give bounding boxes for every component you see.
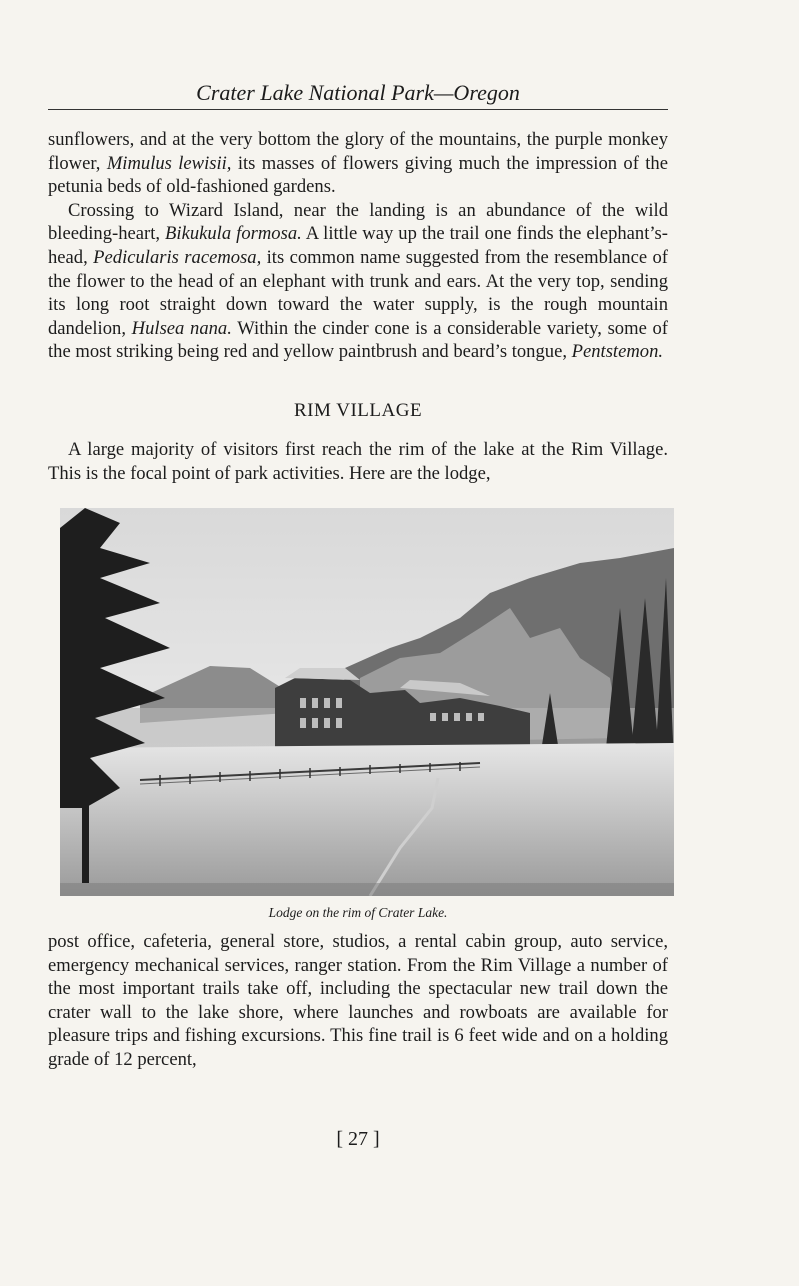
text-run: its common name suggested from the resemblance of the flower to the head of an elephant with trunk and ears. At the very top, sending its long root straight down toward the water supply, is the rough mountain dandelion, (48, 246, 668, 339)
italic-term: Mimulus lewisii, (106, 152, 232, 174)
italic-term: Pedicularis racemosa, (93, 246, 262, 268)
text-block-top (48, 128, 668, 364)
italic-term: Hulsea nana. (131, 317, 232, 339)
text-run: A little way up the trail one finds the elephant’s-head, (48, 223, 668, 268)
italic-term: Pentstemon. (571, 341, 664, 363)
page-number: [ 27 ] (336, 1128, 380, 1150)
section-heading: RIM VILLAGE (293, 400, 423, 421)
text-run: Within the cinder cone is a considerable variety, some of the most striking being red and yellow paintbrush and beard’s tongue, (48, 317, 668, 363)
text-run: Crossing to Wizard Island, near the landing is an abundance of the wild bleeding-heart, (48, 199, 668, 245)
paragraph (48, 199, 668, 364)
text-run: post office, cafeteria, general store, studios, a rental cabin group, auto service, emergency mechanical services, ranger station. From the Rim Village a number of the most important trails take off, including the spectacular new trail down the crater wall to the lake shore, where launches and rowboats are available for pleasure trips and fishing excursions. This fine trail is 6 feet wide and on a holding grade of 12 percent, (48, 931, 668, 1070)
text-run: its masses of flowers giving much the impression of the petunia beds of old-fashioned gardens. (48, 152, 668, 198)
lodge-photo (60, 508, 674, 896)
paragraph (48, 438, 668, 485)
text-block-middle (48, 438, 668, 485)
figure-caption: Lodge on the rim of Crater Lake. (268, 905, 448, 920)
paragraph (48, 930, 668, 1072)
running-head: Crater Lake National Park—Oregon (196, 80, 520, 105)
text-block-bottom (48, 930, 668, 1072)
text-run: A large majority of visitors first reach the rim of the lake at the Rim Village. This is the focal point of park activities. Here are the lodge, (48, 439, 668, 484)
header-rule (48, 109, 668, 110)
paragraph (48, 128, 668, 199)
italic-term: Bikukula formosa. (165, 223, 302, 245)
text-run: sunflowers, and at the very bottom the glory of the mountains, the purple monkey flower, (48, 129, 668, 174)
